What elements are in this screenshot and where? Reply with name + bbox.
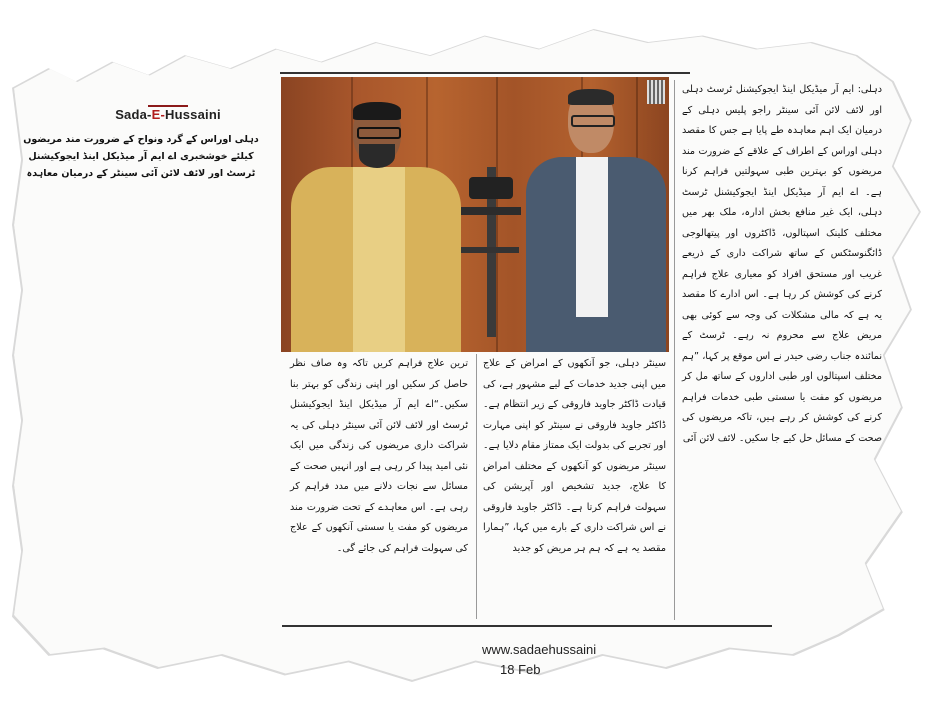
- website-url: www.sadaehussaini: [482, 642, 597, 657]
- logo-urdu-mark: [148, 93, 188, 107]
- logo-text: Sada-E-Hussaini: [115, 107, 221, 122]
- article-column-left: ترین علاج فراہم کریں تاکہ وہ صاف نظر حاصل کر سکیں اور اپنی زندگی کو بہتر بنا سکیں۔“اے ایم آر میڈیکل اینڈ ایجوکیشنل ٹرسٹ اور لائف لائن آئی سینٹر دہلی کی یہ شراکت داری مریضوں کی زندگی میں ایک نئی امید پیدا کر رہی ہے اور انہیں صحت کے مسائل سے نجات دلانے میں مدد فراہم کر رہی ہے۔ اس معاہدے کے تحت ضرورت مند مریضوں کو مفت یا سستی آنکھوں کے علاج کی سہولت فراہم کی جائے گی۔: [290, 358, 468, 554]
- article-column-middle: سینٹر دہلی، جو آنکھوں کے امراض کے علاج میں اپنی جدید خدمات کے لیے مشہور ہے، کی قیادت ڈاکٹر جاوید فاروقی کے زیر انتظام ہے۔ ڈاکٹر جاوید فاروقی نے سینٹر کو اپنی مہارت اور تجربے کی بدولت ایک ممتاز مقام دلایا ہے۔ سینٹر مریضوں کو آنکھوں کے مختلف امراض کا علاج، جدید تشخیص اور آپریشن کی سہولت فراہم کرتا ہے۔ ڈاکٹر جاوید فاروقی نے اس شراکت داری کے بارے میں کہا، ”ہمارا مقصد یہ ہے کہ ہم ہر مریض کو جدید: [483, 358, 666, 554]
- slit-lamp: [459, 167, 521, 337]
- person-left: [291, 102, 456, 352]
- bottom-rule: [282, 625, 772, 627]
- person-right: [526, 89, 666, 352]
- brand-logo: [108, 93, 228, 122]
- publish-date: 18 Feb: [500, 662, 541, 677]
- column-divider: [476, 354, 477, 619]
- news-photo: [281, 77, 669, 352]
- top-rule: [280, 72, 690, 74]
- column-divider: [674, 80, 675, 620]
- headline: دہلی اوراس کے گرد ونواح کے ضرورت مند مریضوں کیلئے خوشخبری اے ایم آر میڈیکل اینڈ ایجوکیشنل ٹرسٹ اور لائف لائن آئی سینٹر کے درمیان معاہدہ: [23, 134, 259, 179]
- article-column-right: دہلی: ایم آر میڈیکل اینڈ ایجوکیشنل ٹرسٹ دہلی اور لائف لائن آئی سینٹر راجو پلیس دہلی کے درمیان ایک اہم معاہدہ طے پایا ہے جس کا مقصد دہلی اوراس کے اطراف کے علاقے کے ضرورت مند مریضوں کو بہترین طبی سہولتیں فراہم کرنا ہے۔ اے ایم آر میڈیکل اینڈ ایجوکیشنل ٹرسٹ دہلی، ایک غیر منافع بخش ادارہ، ملک بھر میں مختلف کلینک اسپتالوں، ڈاکٹروں اور پیتھالوجی ڈائگنوسٹکس کے ساتھ شراکت داری کے ذریعے غریب اور مستحق افراد کو معیاری علاج فراہم کرنے کی کوشش کر رہا ہے۔ اس ادارے کا مقصد یہ ہے کہ مالی مشکلات کی وجہ سے کوئی بھی مریض علاج سے محروم نہ رہے۔ ٹرسٹ کے نمائندہ جناب رضی حیدر نے اس موقع پر کہا، ”ہم مختلف اسپتالوں اور طبی اداروں کے ساتھ مل کر مریضوں کو مفت یا سستی طبی خدمات فراہم کرنے کی کوشش کر رہے ہیں، تاکہ مریضوں کی صحت کے مسائل حل کیے جا سکیں۔ لائف لائن آئی: [682, 84, 882, 444]
